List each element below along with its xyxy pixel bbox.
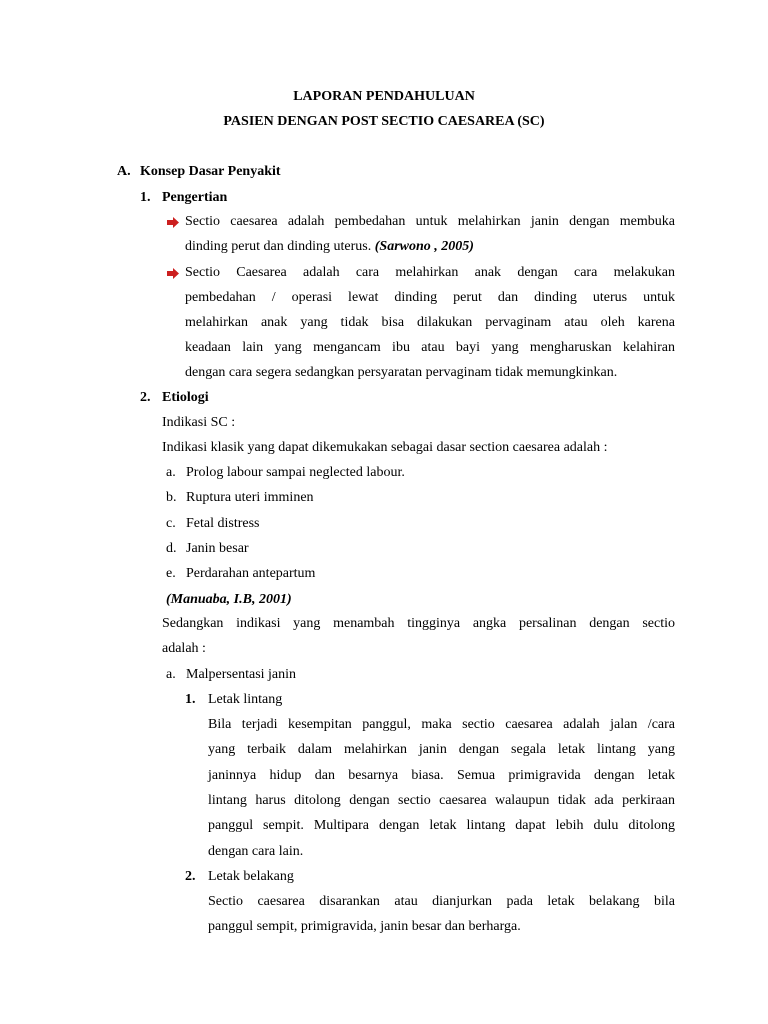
list-item-b: Ruptura uteri imminen: [186, 490, 314, 505]
subsection-2-marker: 2.: [140, 390, 151, 405]
list-marker-c: c.: [166, 516, 176, 531]
list-marker-b: b.: [166, 490, 177, 505]
subsection-1-marker: 1.: [140, 190, 151, 205]
letak-belakang-line-2: panggul sempit, primigravida, janin besar dan berharga.: [208, 919, 521, 934]
list-marker-d: d.: [166, 541, 177, 556]
list-marker-e: e.: [166, 566, 176, 581]
title-line-2: PASIEN DENGAN POST SECTIO CAESAREA (SC): [223, 114, 545, 129]
red-arrow-icon: [167, 217, 179, 228]
etiologi-intro-2: Indikasi klasik yang dapat dikemukakan sebagai dasar section caesarea adalah :: [162, 440, 608, 455]
letak-lintang-line-6: dengan cara lain.: [208, 844, 304, 859]
bullet-1-line-1: Sectio caesarea adalah pembedahan untuk melahirkan janin dengan membuka: [185, 214, 675, 229]
nested-marker-2: 2.: [185, 869, 196, 884]
letak-belakang-line-1: Sectio caesarea disarankan atau dianjurkan pada letak belakang bila: [208, 894, 675, 909]
letak-lintang-line-3: janinnya hidup dan besarnya biasa. Semua primigravida dengan letak: [208, 768, 675, 783]
section-a-heading: Konsep Dasar Penyakit: [140, 164, 281, 179]
nested-title-letak-belakang: Letak belakang: [208, 869, 294, 884]
nested-marker-1: 1.: [185, 692, 196, 707]
nested-title-letak-lintang: Letak lintang: [208, 692, 283, 707]
list-item-c: Fetal distress: [186, 516, 260, 531]
list-item-malpersentasi: Malpersentasi janin: [186, 667, 297, 682]
list-marker-malpersentasi: a.: [166, 667, 176, 682]
etiologi-intro-1: Indikasi SC :: [162, 415, 236, 430]
letak-lintang-line-2: yang terbaik dalam melahirkan janin dengan segala letak lintang yang: [208, 742, 675, 757]
subsection-2-heading: Etiologi: [162, 390, 209, 405]
letak-lintang-line-4: lintang harus ditolong dengan sectio caesarea walaupun tidak ada perkiraan: [208, 793, 675, 808]
list-marker-a: a.: [166, 465, 176, 480]
list-item-a: Prolog labour sampai neglected labour.: [186, 465, 405, 480]
bullet-2-line-1: Sectio Caesarea adalah cara melahirkan anak dengan cara melakukan: [185, 265, 675, 280]
letak-lintang-line-1: Bila terjadi kesempitan panggul, maka sectio caesarea adalah jalan /cara: [208, 717, 675, 732]
etiologi-para-line-1: Sedangkan indikasi yang menambah tingginya angka persalinan dengan sectio: [162, 616, 675, 631]
citation-sarwono: (Sarwono , 2005): [374, 239, 474, 254]
citation-manuaba: (Manuaba, I.B, 2001): [166, 592, 292, 607]
etiologi-para-line-2: adalah :: [162, 641, 206, 656]
bullet-2-line-5: dengan cara segera sedangkan persyaratan pervaginam tidak memungkinkan.: [185, 365, 618, 380]
bullet-2-line-3: melahirkan anak yang tidak bisa dilakukan pervaginam atau oleh karena: [185, 315, 675, 330]
bullet-1-line-2: dinding perut dan dinding uterus. (Sarwono , 2005): [185, 239, 474, 254]
list-item-d: Janin besar: [186, 541, 249, 556]
list-item-e: Perdarahan antepartum: [186, 566, 316, 581]
section-a-marker: A.: [117, 164, 131, 179]
letak-lintang-line-5: panggul sempit. Multipara dengan letak lintang dapat lebih dulu ditolong: [208, 818, 675, 833]
subsection-1-heading: Pengertian: [162, 190, 228, 205]
title-line-1: LAPORAN PENDAHULUAN: [293, 89, 475, 104]
red-arrow-icon: [167, 268, 179, 279]
bullet-2-line-4: keadaan lain yang mengancam ibu atau bayi yang mengharuskan kelahiran: [185, 340, 675, 355]
bullet-2-line-2: pembedahan / operasi lewat dinding perut dan dinding uterus untuk: [185, 290, 675, 305]
